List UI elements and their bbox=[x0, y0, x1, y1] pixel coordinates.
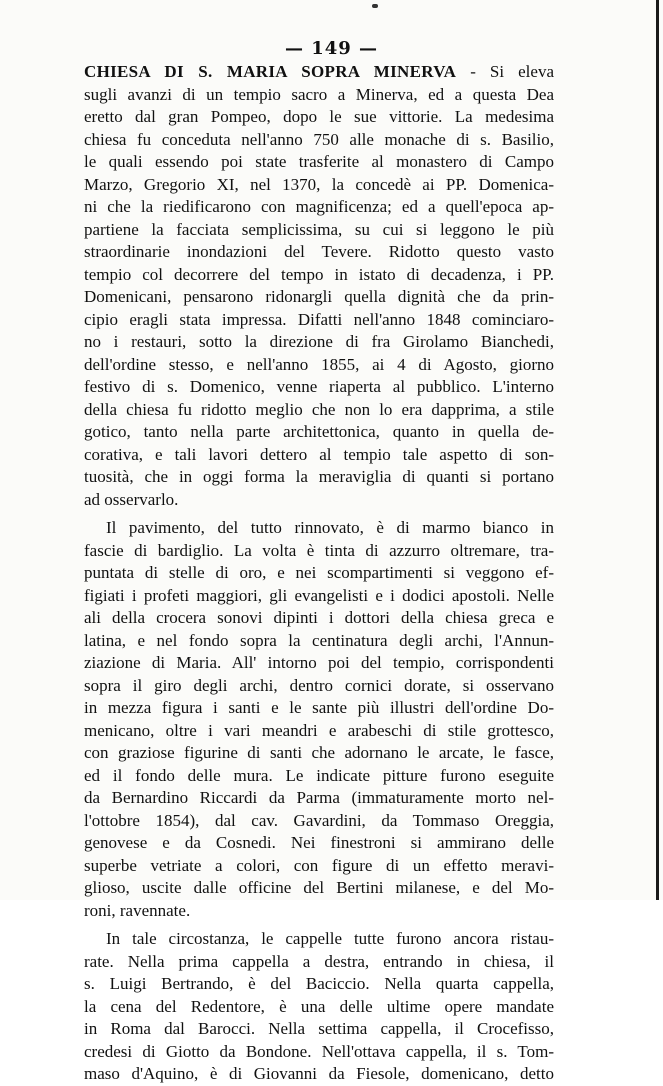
text-line: figiati i profeti maggiori, gli evangelisti e i dodici apostoli. Nelle bbox=[84, 585, 554, 605]
body-text bbox=[84, 61, 554, 1086]
text-line: fascie di bardiglio. La volta è tinta di azzurro oltremare, tra- bbox=[84, 540, 554, 560]
text-line: menicano, oltre i vari meandri e arabeschi di stile grottesco, bbox=[84, 720, 554, 740]
text-line: ad osservarlo. bbox=[84, 489, 179, 509]
text-line: sopra il giro degli archi, dentro cornici dorate, si osservano bbox=[84, 675, 554, 695]
text-line: con graziose figurine di santi che adornano le arcate, le fasce, bbox=[84, 743, 554, 762]
text-line: da Bernardino Riccardi da Parma (immaturamente morto nel- bbox=[84, 788, 554, 807]
text-line: credesi di Giotto da Bondone. Nell'ottava cappella, il s. Tom- bbox=[84, 1041, 554, 1061]
section-heading: CHIESA DI S. MARIA SOPRA MINERVA bbox=[84, 62, 457, 81]
text-line: Il pavimento, del tutto rinnovato, è di marmo bianco in bbox=[106, 518, 554, 537]
text-line: CHIESA DI S. MARIA SOPRA MINERVA - Si eleva bbox=[84, 62, 554, 81]
text-line: le quali essendo poi state trasferite al monastero di Campo bbox=[84, 152, 554, 171]
text-line: cipio eragli stata impressa. Difatti nell'anno 1848 cominciaro- bbox=[84, 309, 554, 329]
text-line: la cena del Redentore, è una delle ultime opere mandate bbox=[84, 996, 554, 1016]
text-line: puntata di stelle di oro, e nei scompartimenti si veggono ef- bbox=[84, 563, 554, 582]
text-line: corativa, e tali lavori dettero al tempio tale aspetto di son- bbox=[84, 444, 554, 464]
text-line: ed il fondo delle mura. Le indicate pitture furono eseguite bbox=[84, 765, 554, 785]
text-line: straordinarie inondazioni del Tevere. Ridotto questo vasto bbox=[84, 242, 554, 261]
text-line: In tale circostanza, le cappelle tutte furono ancora ristau- bbox=[106, 929, 554, 948]
text-line: latina, e nel fondo sopra la centinatura degli archi, l'Annun- bbox=[84, 630, 554, 650]
text-line: chiesa fu conceduta nell'anno 750 alle monache di s. Basilio, bbox=[84, 129, 554, 149]
text-line: ali della crocera sonovi dipinti i dottori della chiesa greca e bbox=[84, 608, 554, 627]
text-line: in mezza figura i santi e le sante più illustri dell'ordine Do- bbox=[84, 698, 554, 717]
text-line: s. Luigi Bertrando, è del Baciccio. Nella quarta cappella, bbox=[84, 974, 554, 993]
text-line: glioso, uscite dalle officine del Bertini milanese, e del Mo- bbox=[84, 878, 554, 897]
text-line: genovese e da Cosnedi. Nei finestroni si ammirano delle bbox=[84, 833, 554, 852]
text-line: rate. Nella prima cappella a destra, entrando in chiesa, il bbox=[84, 951, 554, 971]
text-line: eretto dal gran Pompeo, dopo le sue vittorie. La medesima bbox=[84, 107, 554, 126]
text-line: in Roma dal Barocci. Nella settima cappella, il Crocefisso, bbox=[84, 1019, 554, 1038]
text-line: partiene la facciata semplicissima, su cui si leggono le più bbox=[84, 219, 554, 239]
text-line: gotico, tanto nella parte architettonica, quanto in quella de- bbox=[84, 422, 554, 441]
text-line: superbe vetriate a colori, con figure di un effetto meravi- bbox=[84, 855, 554, 875]
text-line: tuosità, che in oggi forma la meraviglia di quanti si portano bbox=[84, 467, 554, 486]
text-line: festivo di s. Domenico, venne riaperta al pubblico. L'interno bbox=[84, 377, 554, 396]
text-line: della chiesa fu ridotto meglio che non lo era dapprima, a stile bbox=[84, 399, 554, 419]
page-edge-shadow bbox=[656, 0, 659, 900]
text-line: maso d'Aquino, è di Giovanni da Fiesole, domenicano, detto bbox=[84, 1064, 554, 1083]
text-line: tempio col decorrere del tempo in istato di decadenza, i PP. bbox=[84, 264, 554, 284]
text-line: no i restauri, sotto la direzione di fra Girolamo Bianchedi, bbox=[84, 332, 554, 351]
text-line: ziazione di Maria. All' intorno poi del tempio, corrispondenti bbox=[84, 653, 554, 672]
text-line: ni che la riedificarono con magnificenza; ed a quell'epoca ap- bbox=[84, 197, 554, 216]
text-line: l'ottobre 1854), dal cav. Gavardini, da Tommaso Oreggia, bbox=[84, 810, 554, 830]
text-line: Domenicani, pensarono ridonargli quella dignità che da prin- bbox=[84, 287, 554, 306]
text-line: Marzo, Gregorio XI, nel 1370, la concedè ai PP. Domenica- bbox=[84, 174, 554, 194]
text-line: sugli avanzi di un tempio sacro a Minerva, ed a questa Dea bbox=[84, 84, 554, 104]
text-line: roni, ravennate. bbox=[84, 900, 191, 920]
ink-spot bbox=[372, 4, 378, 8]
text-line: dell'ordine stesso, e nell'anno 1855, ai 4 di Agosto, giorno bbox=[84, 354, 554, 374]
page-number: — 149 — bbox=[284, 38, 379, 59]
